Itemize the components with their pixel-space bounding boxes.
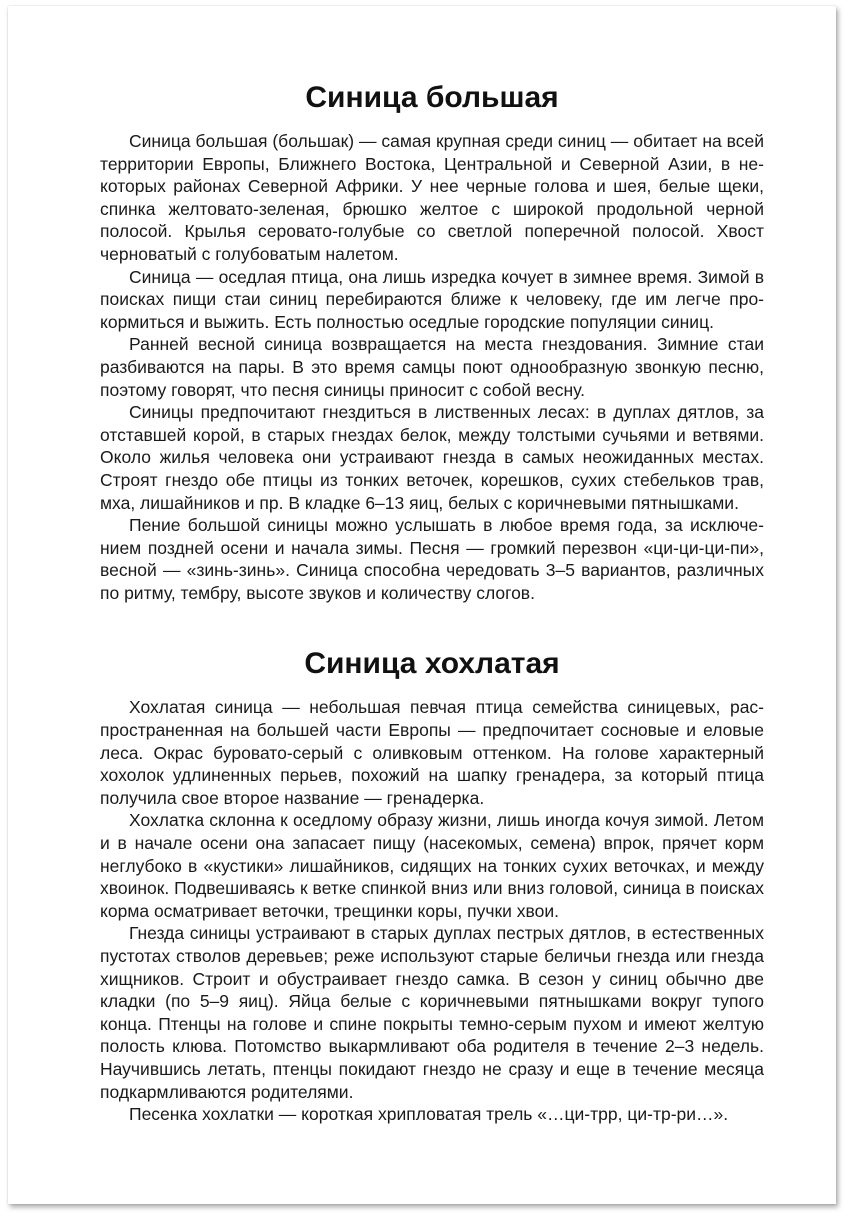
paragraph: Песенка хохлатки — короткая хрипловатая трель «…ци-трр, ци-тр-ри…». — [129, 1104, 729, 1125]
section-title-great-tit: Синица большая — [305, 81, 559, 114]
paragraph: Хохлатая синица — небольшая певчая птица семейства синицевых, распространенная на большей части Европы — предпочитает сосновые и еловые леса. Окрас буровато-серый с оливковым оттенком. На голове характерный хохолок удлиненных перьев, похожий на шапку гренадера, за который птица получила свое второе название — гренадерка. — [100, 697, 764, 808]
paragraph: Хохлатка склонна к оседлому образу жизни, лишь иногда кочуя зимой. Летом и в начале осени она запасает пищу (насекомых, семена) впрок, прячет корм неглубоко в «кустики» лишайников, сидящих на тонких сухих веточках, и между хвоинок. Подвешиваясь к ветке спинкой вниз или вниз головой, синица в поисках корма осматривает веточки, трещинки коры, пучки хвои. — [100, 810, 764, 921]
paragraph: Гнезда синицы устраивают в старых дуплах пестрых дятлов, в естественных пустотах стволов деревьев; реже используют старые беличьи гнезда или гнезда хищников. Строит и обустраивает гнездо самка. В сезон у синиц обычно две кладки (по 5–9 яиц). Яйца белые с коричневыми пятнышками вокруг тупого конца. Птенцы на голове и спине покрыты темно-серым пухом и имеют желтую полость клюва. Потомство выкармливают оба родителя в течение 2–3 недель. Научившись летать, птенцы покидают гнездо не сразу и еще в течение месяца подкармливаются родителями. — [100, 923, 764, 1102]
paragraph: Пение большой синицы можно услышать в любое время года, за исключением поздней осени и начала зимы. Песня — громкий перезвон «ци-ци-ци-пи», весной — «зинь-зинь». Синица способна чередовать 3–5 вариантов, различных по ритму, тембру, высоте звуков и количеству слогов. — [100, 515, 764, 603]
paragraph: Синица — оседлая птица, она лишь изредка кочует в зимнее время. Зимой в поисках пищи стаи синиц перебираются ближе к человеку, где им легче прокормиться и выжить. Есть полностью оседлые городские популяции синиц. — [100, 266, 764, 332]
paragraph: Синицы предпочитают гнездиться в лиственных лесах: в дуплах дятлов, за отставшей корой, в старых гнездах белок, между толстыми сучьями и ветвями. Около жилья человека они устраивают гнезда в самых неожиданных местах. Строят гнездо обе птицы из тонких веточек, корешков, сухих стебельков трав, мха, лишайников и пр. В кладке 6–13 яиц, белых с коричневыми пятнышками. — [100, 402, 764, 513]
paragraph: Ранней весной синица возвращается на места гнездования. Зимние стаи разбиваются на пары. В это время самцы поют однообразную звонкую песню, поэтому говорят, что песня синицы приносит с собой весну. — [100, 334, 764, 400]
page-content — [100, 78, 764, 1126]
paragraph: Синица большая (большак) — самая крупная среди синиц — обитает на всей территории Европы, Ближнего Востока, Центральной и Северной Азии, в некоторых районах Северной Африки. У нее черные голова и шея, белые щеки, спинка желтовато-зеленая, брюшко желтое с широкой продольной черной полосой. Крылья серовато-голубые со светлой поперечной полосой. Хвост черноватый с голубоватым налетом. — [100, 131, 764, 264]
document-page — [8, 6, 836, 1204]
section-title-crested-tit: Синица хохлатая — [304, 647, 560, 681]
